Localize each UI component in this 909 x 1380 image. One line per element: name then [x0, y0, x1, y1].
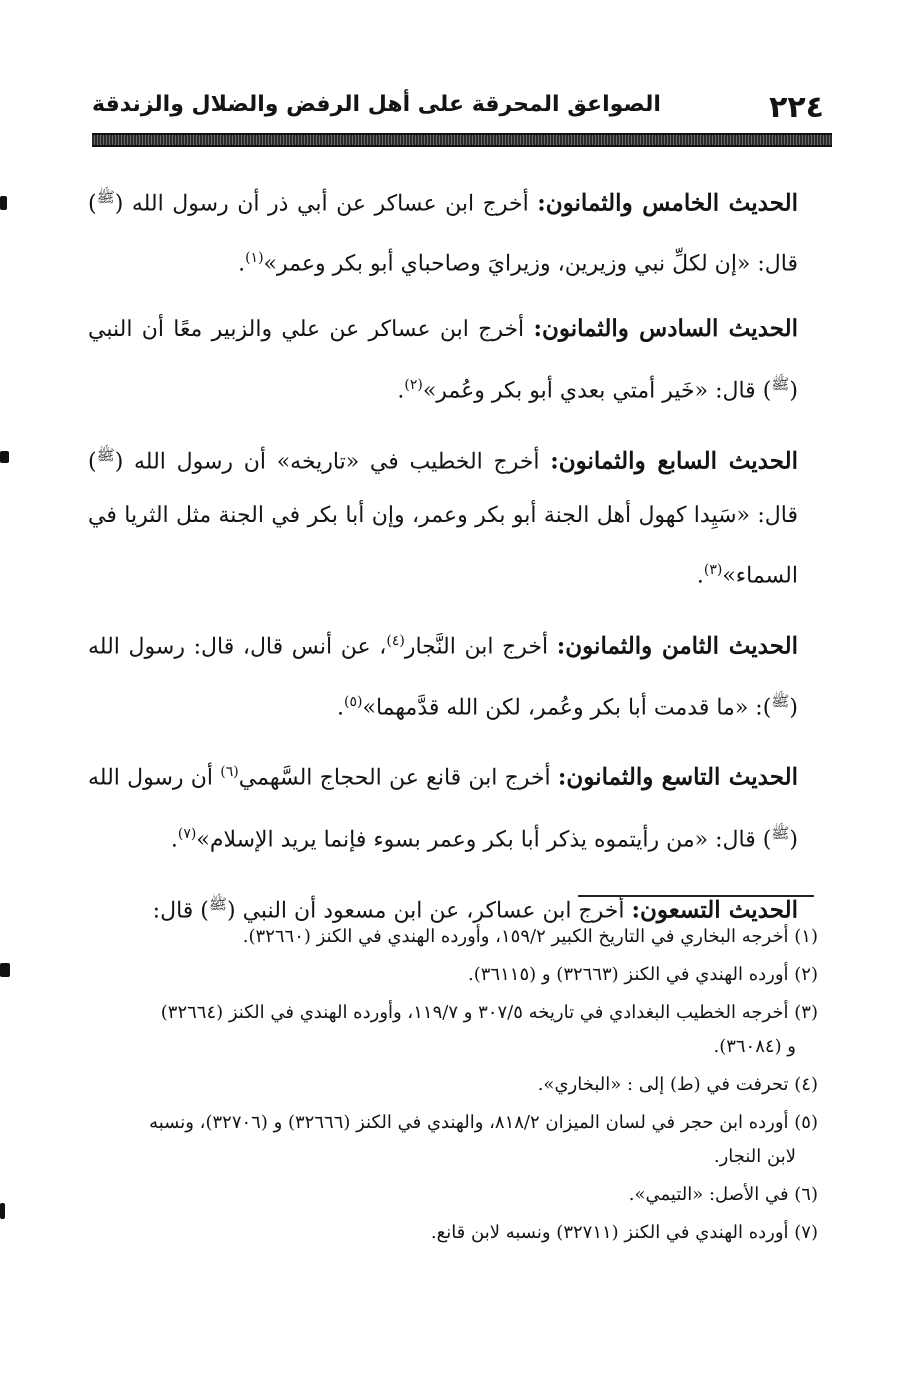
hadith-text: ) قال: «خَير أمتي بعدي أبو بكر وعُمر»: [422, 377, 772, 403]
footnotes: [78, 920, 818, 1254]
hadith-text: ، عن أنس قال، قال: رسول الله (: [88, 633, 798, 721]
hadith-86: [88, 302, 798, 418]
footnote-separator: [578, 895, 814, 897]
page-number: ٢٢٤: [769, 90, 824, 125]
scan-edge-mark: [0, 1203, 5, 1219]
footnote-text: (٥) أورده ابن حجر في لسان الميزان ٨١٨/٢، والهندي في الكنز (٣٢٦٦٦) و (٣٢٧٠٦)، ونسبه: [149, 1112, 818, 1133]
footnote-marker[interactable]: (٢): [404, 376, 423, 393]
footnote-marker[interactable]: (٣): [703, 562, 723, 579]
footnote-text: (١) أخرجه البخاري في التاريخ الكبير ١٥٩/٢، وأورده الهندي في الكنز (٣٢٦٦٠).: [242, 926, 818, 947]
running-title: الصواعق المحرقة على أهل الرفض والضلال والزندقة: [92, 92, 661, 117]
hadith-heading: الحديث التاسع والثمانون:: [557, 763, 799, 791]
main-text: [88, 170, 798, 948]
hadith-text: أخرج الخطيب في «تاريخه» أن رسول الله (: [114, 449, 551, 475]
footnote-4: [78, 1068, 818, 1102]
footnote-marker[interactable]: (٥): [344, 693, 363, 710]
hadith-85: [88, 170, 798, 292]
scan-edge-mark: [0, 451, 9, 463]
footnote-text: (٢) أورده الهندي في الكنز (٣٢٦٦٣) و (٣٦١١٥).: [468, 964, 818, 985]
hadith-end: .: [170, 826, 178, 852]
salutation-glyph: ﷺ: [771, 691, 790, 710]
footnote-continuation: و (٣٦٠٨٤).: [713, 1036, 796, 1057]
footnote-5: [78, 1106, 818, 1174]
hadith-text: ) قال: «من رأيتموه يذكر أبا بكر وعمر بسوء فإنما يريد الإسلام»: [196, 826, 772, 852]
hadith-text: أن رسول الله (: [88, 765, 798, 852]
hadith-text: أخرج ابن عساكر عن علي والزبير معًا أن النبي (: [88, 316, 798, 403]
hadith-heading: الحديث الثامن والثمانون:: [556, 631, 798, 659]
salutation-glyph: ﷺ: [208, 894, 227, 913]
hadith-88: [88, 614, 798, 736]
footnote-marker[interactable]: (٧): [177, 825, 197, 842]
hadith-text: ) قال:: [152, 898, 209, 924]
hadith-heading: الحديث الخامس والثمانون:: [537, 189, 798, 217]
footnote-1: [78, 920, 818, 954]
hadith-heading: الحديث السابع والثمانون:: [550, 447, 798, 475]
salutation-glyph: ﷺ: [771, 374, 790, 393]
footnote-3: [78, 996, 818, 1064]
footnote-marker[interactable]: (١): [245, 250, 264, 267]
hadith-text: ) قال: «إن لكلِّ نبي وزيرين، وزيرايَ وصاحباي أبو بكر وعمر»: [88, 191, 798, 277]
hadith-heading: الحديث التسعون:: [631, 896, 798, 924]
hadith-87: [88, 428, 798, 604]
hadith-89: [88, 745, 798, 867]
hadith-text: أخرج ابن قانع عن الحجاج السَّهمي: [238, 765, 558, 791]
footnote-text: (٤) تحرفت في (ط) إلى : «البخاري».: [537, 1074, 818, 1095]
hadith-end: .: [337, 695, 345, 721]
hadith-text: أخرج ابن النَّجار: [404, 633, 557, 659]
footnote-text: (٣) أخرجه الخطيب البغدادي في تاريخه ٣٠٧/٥ و ١١٩/٧، وأورده الهندي في الكنز (٣٢٦٦٤): [160, 1002, 818, 1023]
footnote-marker[interactable]: (٤): [386, 632, 405, 649]
scan-edge-mark: [0, 963, 10, 977]
footnote-text: (٦) في الأصل: «التيمي».: [628, 1184, 818, 1205]
header-rule: [92, 133, 832, 147]
hadith-end: .: [397, 377, 405, 403]
scan-edge-mark: [0, 196, 7, 210]
hadith-text: ): «ما قدمت أبا بكر وعُمر، لكن الله قدَّمهما»: [362, 695, 772, 721]
footnote-2: [78, 958, 818, 992]
footnote-6: [78, 1178, 818, 1212]
footnote-7: [78, 1216, 818, 1250]
salutation-glyph: ﷺ: [96, 445, 115, 464]
hadith-text: أخرج ابن عساكر، عن ابن مسعود أن النبي (: [227, 898, 632, 924]
footnote-marker[interactable]: (٦): [220, 764, 239, 781]
hadith-text: ) قال: «سَيِدا كهول أهل الجنة أبو بكر وعمر، وإن أبا بكر في الجنة مثل الثريا في السماء»: [88, 449, 798, 589]
hadith-end: .: [238, 251, 246, 277]
footnote-continuation: لابن النجار.: [713, 1146, 796, 1167]
running-header: [92, 88, 832, 128]
hadith-text: أخرج ابن عساكر عن أبي ذر أن رسول الله (: [114, 191, 538, 217]
footnote-text: (٧) أورده الهندي في الكنز (٣٢٧١١) ونسبه لابن قانع.: [430, 1222, 818, 1243]
hadith-heading: الحديث السادس والثمانون:: [533, 314, 798, 342]
salutation-glyph: ﷺ: [96, 188, 115, 206]
salutation-glyph: ﷺ: [771, 823, 790, 842]
hadith-end: .: [696, 563, 704, 589]
